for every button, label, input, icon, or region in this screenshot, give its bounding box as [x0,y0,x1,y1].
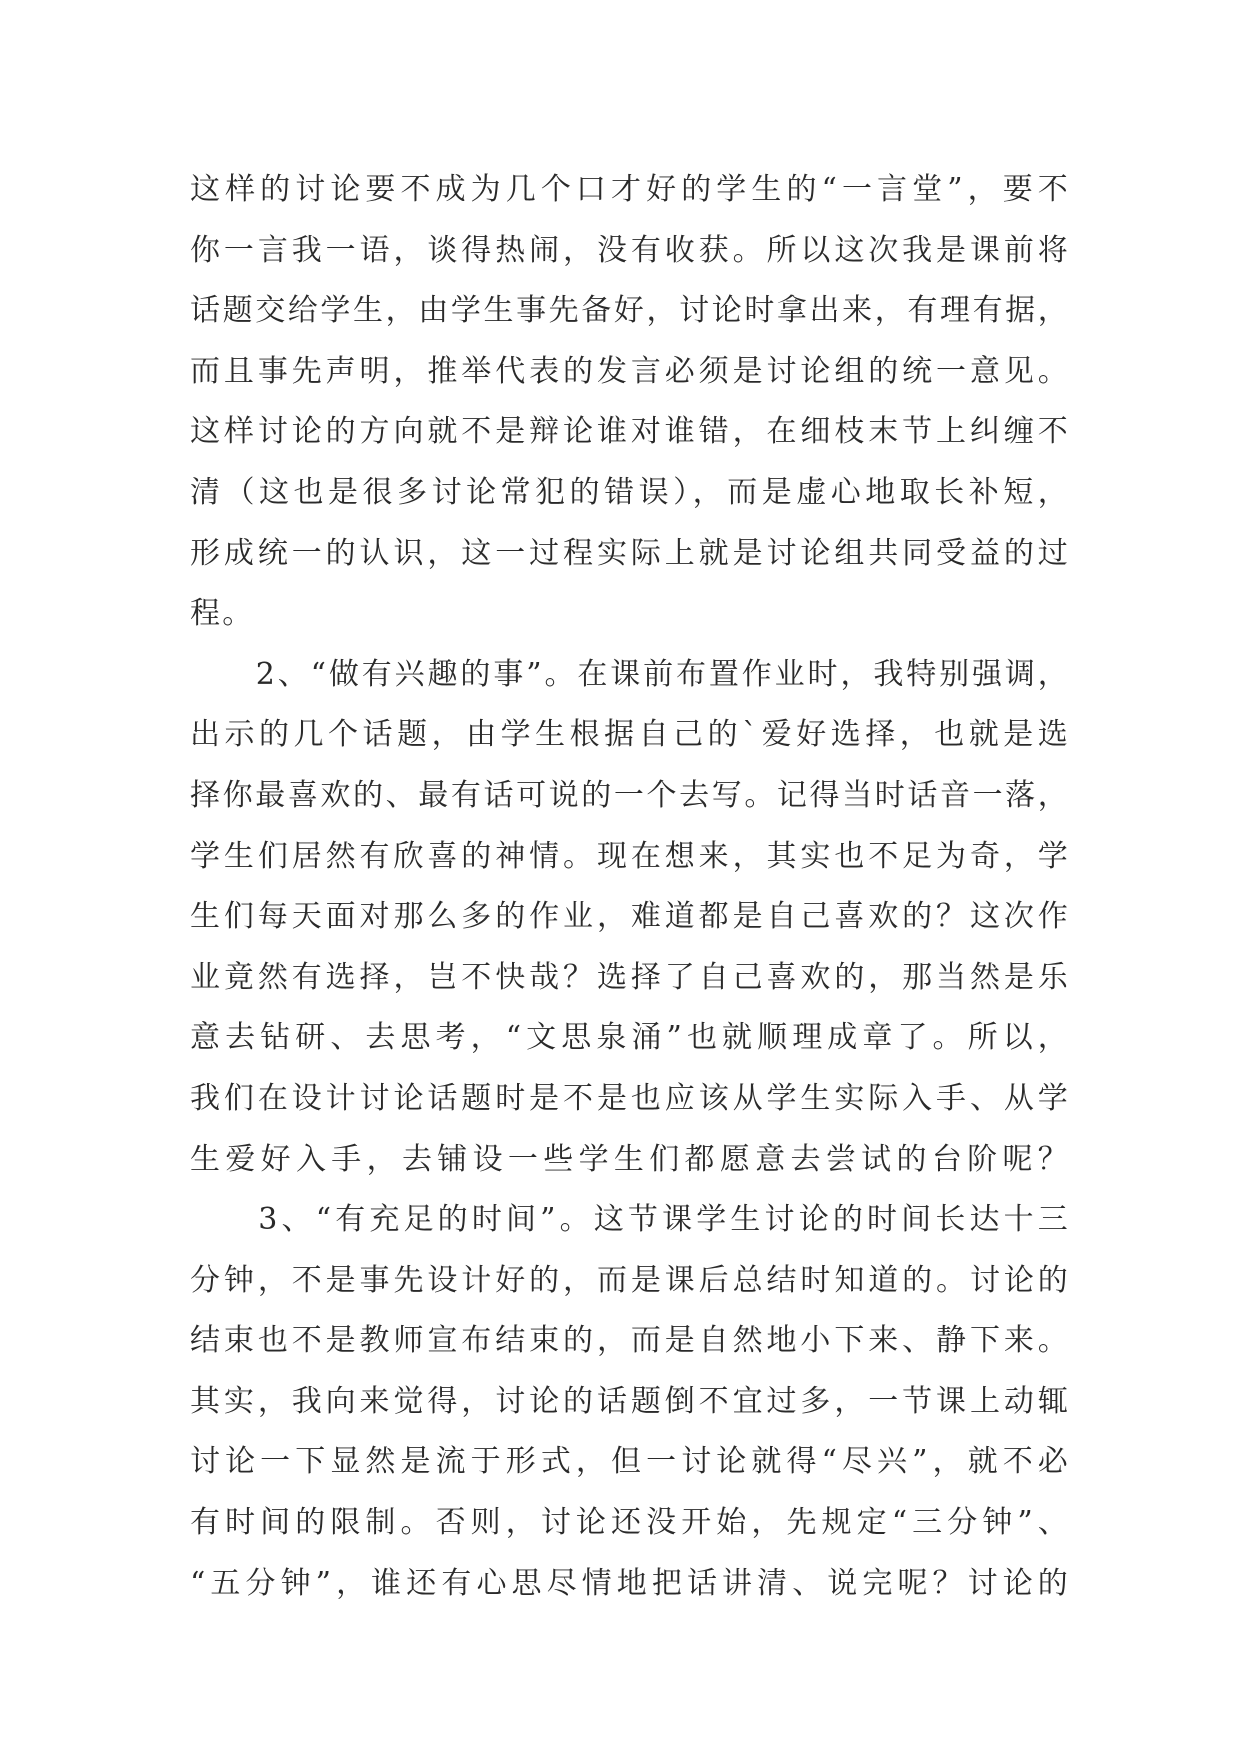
text-line: “五分钟”，谁还有心思尽情地把话讲清、说完呢？讨论的 [190,1565,1070,1601]
text-line: 生爱好入手，去铺设一些学生们都愿意去尝试的台阶呢？ [190,1141,1070,1177]
text-line: 有时间的限制。否则，讨论还没开始，先规定“三分钟”、 [190,1505,1070,1541]
text-line: 择你最喜欢的、最有话可说的一个去写。记得当时话音一落， [190,777,1070,813]
text-line: 生们每天面对那么多的作业，难道都是自己喜欢的？这次作 [190,899,1070,935]
text-line: 分钟，不是事先设计好的，而是课后总结时知道的。讨论的 [190,1262,1070,1298]
text-line: 业竟然有选择，岂不快哉？选择了自己喜欢的，那当然是乐 [190,959,1070,995]
text-line: 2、“做有兴趣的事”。在课前布置作业时，我特别强调， [190,656,1070,692]
text-line: 3、“有充足的时间”。这节课学生讨论的时间长达十三 [190,1202,1070,1238]
text-line: 这样讨论的方向就不是辩论谁对谁错，在细枝末节上纠缠不 [190,414,1070,450]
text-line: 形成统一的认识，这一过程实际上就是讨论组共同受益的过 [190,535,1070,571]
text-line: 话题交给学生，由学生事先备好，讨论时拿出来，有理有据， [190,293,1070,329]
text-line: 清（这也是很多讨论常犯的错误），而是虚心地取长补短， [190,474,1070,510]
text-line: 程。 [190,596,255,632]
text-line: 其实，我向来觉得，讨论的话题倒不宜过多，一节课上动辄 [190,1383,1070,1419]
text-line: 出示的几个话题，由学生根据自己的`爱好选择，也就是选 [190,717,1070,753]
text-line: 你一言我一语，谈得热闹，没有收获。所以这次我是课前将 [190,232,1070,268]
text-line: 意去钻研、去思考，“文思泉涌”也就顺理成章了。所以， [190,1020,1070,1056]
text-line: 我们在设计讨论话题时是不是也应该从学生实际入手、从学 [190,1080,1070,1116]
document-body [190,160,1070,1614]
text-line: 这样的讨论要不成为几个口才好的学生的“一言堂”，要不 [190,172,1070,207]
text-line: 而且事先声明，推举代表的发言必须是讨论组的统一意见。 [190,353,1070,389]
text-line: 讨论一下显然是流于形式，但一讨论就得“尽兴”，就不必 [190,1444,1070,1480]
text-line: 学生们居然有欣喜的神情。现在想来，其实也不足为奇，学 [190,838,1070,874]
text-line: 结束也不是教师宣布结束的，而是自然地小下来、静下来。 [190,1323,1070,1359]
